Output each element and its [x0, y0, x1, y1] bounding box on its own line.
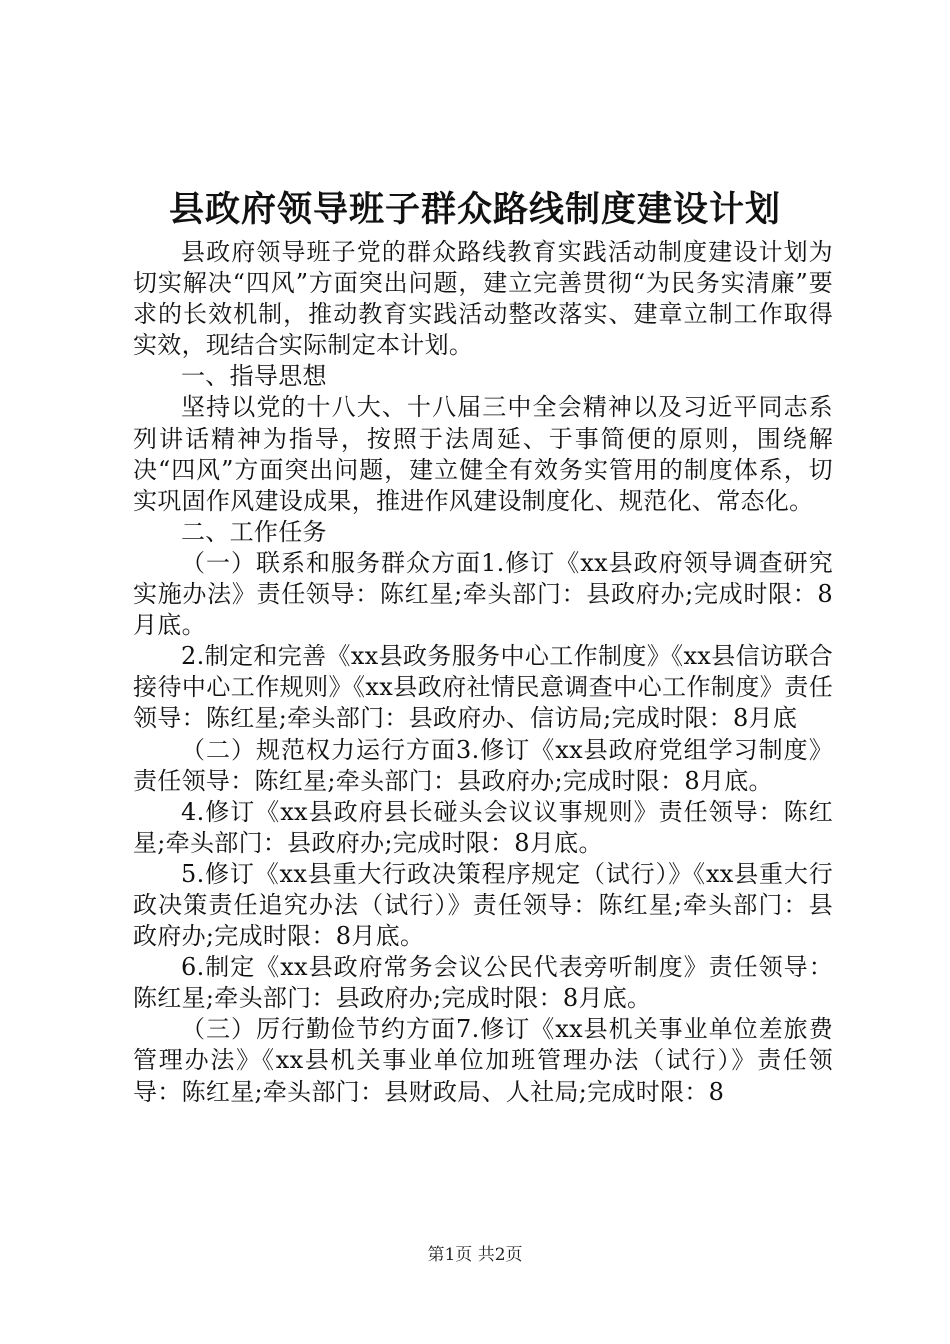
document-body — [133, 237, 833, 1108]
task-item-1: （一）联系和服务群众方面1.修订《xx县政府领导调查研究实施办法》责任领导：陈红星;牵头部门：县政府办;完成时限：8月底。 — [133, 548, 833, 640]
task-item-6: 6.制定《xx县政府常务会议公民代表旁听制度》责任领导：陈红星;牵头部门：县政府办;完成时限：8月底。 — [133, 953, 833, 1013]
task-item-4: 4.修订《xx县政府县长碰头会议议事规则》责任领导：陈红星;牵头部门：县政府办;完成时限：8月底。 — [133, 797, 833, 857]
task-item-3: （二）规范权力运行方面3.修订《xx县政府党组学习制度》责任领导：陈红星;牵头部门：县政府办;完成时限：8月底。 — [133, 735, 833, 795]
page-footer: 第1页 共2页 — [427, 1245, 523, 1265]
section-heading-work-tasks: 二、工作任务 — [181, 517, 327, 546]
guiding-ideology-paragraph: 坚持以党的十八大、十八届三中全会精神以及习近平同志系列讲话精神为指导，按照于法周延、于事简便的原则，围绕解决“四风”方面突出问题，建立健全有效务实管用的制度体系，切实巩固作风建设成果，推进作风建设制度化、规范化、常态化。 — [133, 393, 833, 515]
document-title: 县政府领导班子群众路线制度建设计划 — [168, 189, 781, 230]
intro-paragraph: 县政府领导班子党的群众路线教育实践活动制度建设计划为切实解决“四风”方面突出问题，建立完善贯彻“为民务实清廉”要求的长效机制，推动教育实践活动整改落实、建章立制工作取得实效，现结合实际制定本计划。 — [133, 238, 833, 360]
task-item-5: 5.修订《xx县重大行政决策程序规定（试行）》《xx县重大行政决策责任追究办法（试行）》责任领导：陈红星;牵头部门：县政府办;完成时限：8月底。 — [133, 859, 833, 951]
task-item-7: （三）厉行勤俭节约方面7.修订《xx县机关事业单位差旅费管理办法》《xx县机关事业单位加班管理办法（试行）》责任领导：陈红星;牵头部门：县财政局、人社局;完成时限：8 — [133, 1015, 833, 1106]
section-heading-guiding-ideology: 一、指导思想 — [181, 362, 327, 391]
task-item-2: 2.制定和完善《xx县政务服务中心工作制度》《xx县信访联合接待中心工作规则》《xx县政府社情民意调查中心工作制度》责任领导：陈红星;牵头部门：县政府办、信访局;完成时限：8月底 — [133, 642, 833, 733]
